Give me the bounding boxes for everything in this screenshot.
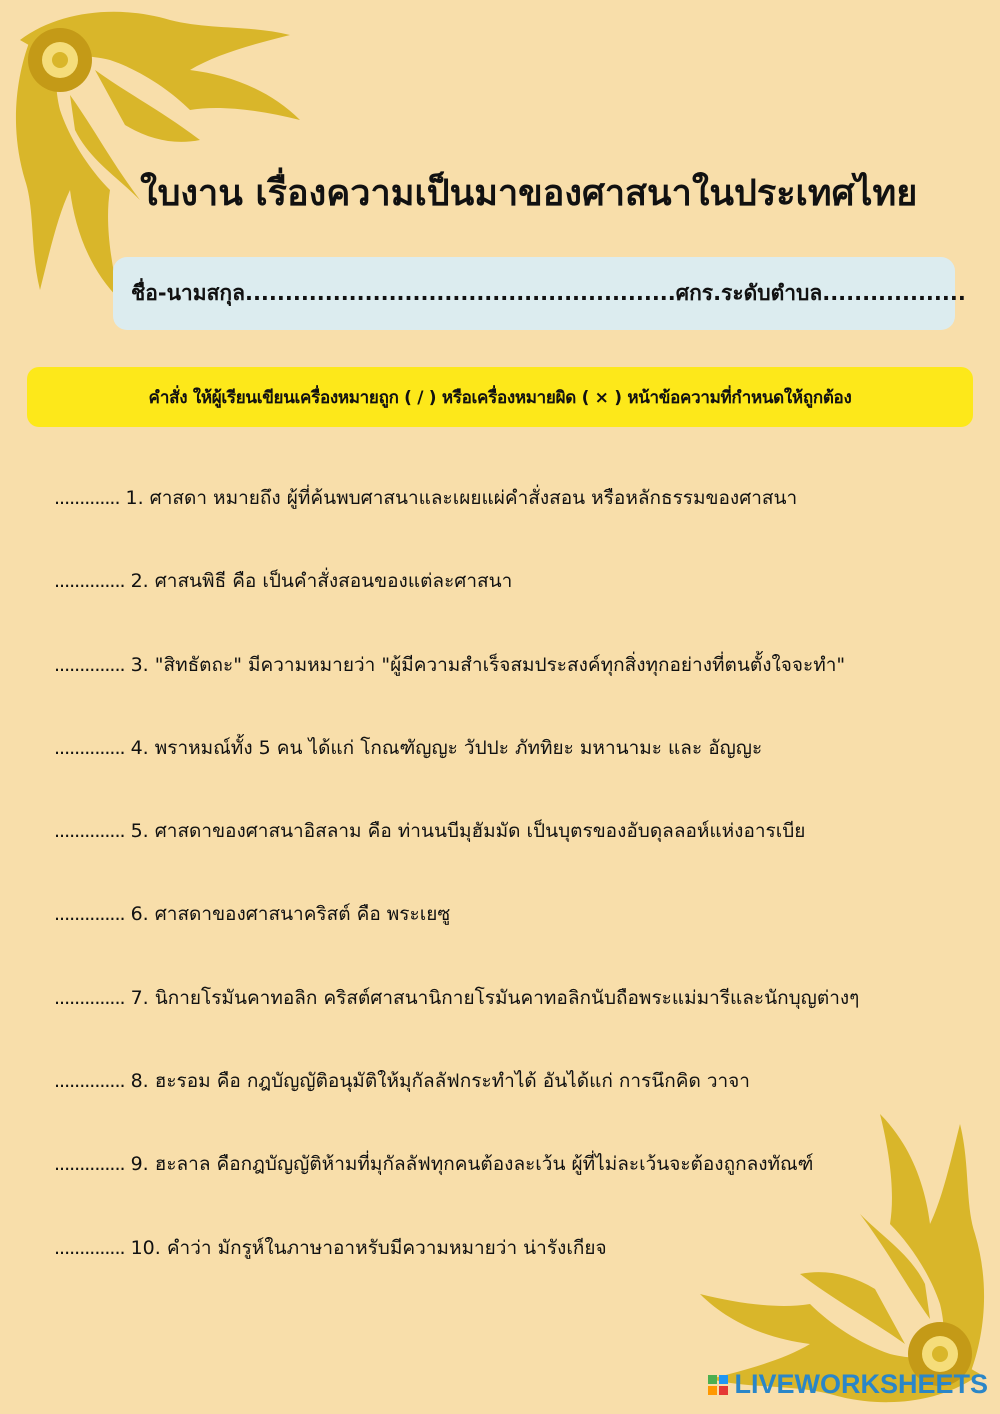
liveworksheets-logo[interactable] xyxy=(708,1369,988,1400)
name-and-center-line: ชื่อ-นามสกุล......................................................ศกร.ระดับตำบล.................. xyxy=(131,281,966,305)
question-text: 3. "สิทธัตถะ" มีความหมายว่า "ผู้มีความสำเร็จสมประสงค์ทุกสิ่งทุกอย่างที่ตนตั้งใจจะทำ" xyxy=(130,653,846,676)
question-item-4 xyxy=(54,730,954,813)
question-item-9 xyxy=(54,1146,954,1229)
question-item-7 xyxy=(54,980,954,1063)
answer-blank[interactable]: .............. xyxy=(54,1070,125,1093)
instruction-banner xyxy=(27,367,973,427)
answer-blank[interactable]: .............. xyxy=(54,736,125,759)
question-item-2 xyxy=(54,563,954,646)
answer-blank[interactable]: .............. xyxy=(54,903,125,926)
question-text: 1. ศาสดา หมายถึง ผู้ที่ค้นพบศาสนาและเผยแผ่คำสั่งสอน หรือหลักธรรมของศาสนา xyxy=(125,487,798,509)
logo-blocks-icon xyxy=(708,1375,728,1395)
answer-blank[interactable]: .............. xyxy=(54,570,125,593)
question-item-6 xyxy=(54,896,954,979)
question-item-3 xyxy=(54,647,954,730)
question-text: 4. พราหมณ์ทั้ง 5 คน ได้แก่ โกณฑัญญะ วัปปะ ภัททิยะ มหานามะ และ อัญญะ xyxy=(130,736,763,759)
question-text: 10. คำว่า มักรูห์ในภาษาอาหรับมีความหมายว่า น่ารังเกียจ xyxy=(130,1236,607,1259)
instruction-text: คำสั่ง ให้ผู้เรียนเขียนเครื่องหมายถูก ( / ) หรือเครื่องหมายผิด ( × ) หน้าข้อความที่กำหนดให้ถูกต้อง xyxy=(148,387,852,408)
question-item-1 xyxy=(54,480,954,563)
question-text: 2. ศาสนพิธี คือ เป็นคำสั่งสอนของแต่ละศาสนา xyxy=(130,570,513,593)
answer-blank[interactable]: .............. xyxy=(54,653,125,676)
question-text: 5. ศาสดาของศาสนาอิสลาม คือ ท่านนบีมุฮัมมัด เป็นบุตรของอับดุลลอห์แห่งอารเบีย xyxy=(130,820,806,843)
answer-blank[interactable]: .............. xyxy=(54,1153,125,1176)
answer-blank[interactable]: ............. xyxy=(54,487,120,509)
answer-blank[interactable]: .............. xyxy=(54,986,125,1009)
question-item-8 xyxy=(54,1063,954,1146)
question-item-10 xyxy=(54,1230,954,1313)
answer-blank[interactable]: .............. xyxy=(54,1236,125,1259)
worksheet-title: ใบงาน เรื่องความเป็นมาของศาสนาในประเทศไทย xyxy=(140,173,918,214)
question-item-5 xyxy=(54,813,954,896)
answer-blank[interactable]: .............. xyxy=(54,820,125,843)
question-text: 8. ฮะรอม คือ กฎบัญญัติอนุมัติให้มุกัลลัฟกระทำได้ อันได้แก่ การนึกคิด วาจา xyxy=(130,1070,750,1093)
question-list xyxy=(54,480,954,1313)
question-text: 7. นิกายโรมันคาทอลิก คริสต์ศาสนานิกายโรมันคาทอลิกนับถือพระแม่มารีและนักบุญต่างๆ xyxy=(130,986,860,1009)
question-text: 9. ฮะลาล คือกฎบัญญัติห้ามที่มุกัลลัฟทุกคนต้องละเว้น ผู้ที่ไม่ละเว้นจะต้องถูกลงทัณฑ์ xyxy=(130,1153,814,1176)
logo-text: LIVEWORKSHEETS xyxy=(734,1369,988,1399)
question-text: 6. ศาสดาของศาสนาคริสต์ คือ พระเยซู xyxy=(130,903,451,926)
student-name-box xyxy=(113,257,966,330)
